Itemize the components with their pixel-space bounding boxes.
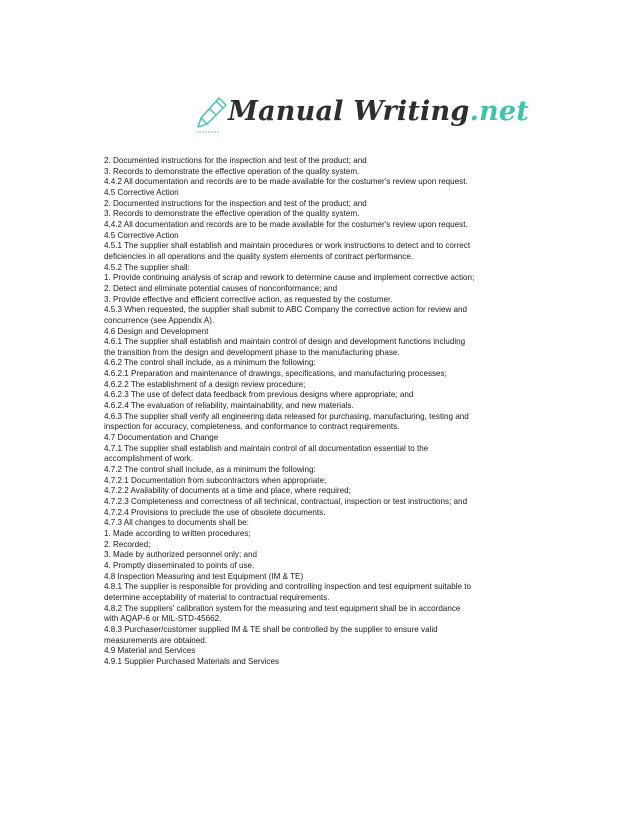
document-line: 4. Promptly disseminated to points of use.	[104, 560, 255, 570]
document-line: 4.7.2.4 Provisions to preclude the use of obsolete documents.	[104, 507, 326, 517]
document-line: 4.6.2 The control shall include, as a minimum the following:	[104, 358, 316, 368]
document-line: 3. Records to demonstrate the effective operation of the quality system.	[104, 166, 360, 176]
document-line: with AQAP-6 or MIL-STD-45662.	[104, 614, 222, 624]
document-line: 2. Detect and eliminate potential causes of nonconformance; and	[104, 283, 338, 293]
document-line: inspection for accuracy, completeness, and conformance to contract requirements.	[104, 422, 400, 432]
document-line: 4.7.1 The supplier shall establish and maintain control of all documentation essential to the	[104, 443, 429, 453]
document-line: 4.5.2 The supplier shall:	[104, 262, 190, 272]
document-line: 4.5.1 The supplier shall establish and maintain procedures or work instructions to detect and to correct	[104, 241, 471, 251]
document-line: 4.7.2 The control shall include, as a minimum the following:	[104, 465, 316, 475]
document-line: 4.4.2 All documentation and records are to be made available for the costumer's review upon request.	[104, 219, 468, 229]
document-line: 4.6.2.2 The establishment of a design review procedure;	[104, 379, 306, 389]
document-line: 4.7.2.3 Completeness and correctness of all technical, contractual, inspection or test instructions; and	[104, 497, 468, 506]
document-line: 4.7.2.2 Availability of documents at a time and place, where required;	[104, 486, 351, 496]
document-line: 4.5 Corrective Action	[104, 187, 179, 197]
logo-text-accent: .net	[469, 96, 529, 127]
document-line: concurrence (see Appendix A).	[104, 315, 215, 325]
document-line: 4.9 Material and Services	[104, 646, 196, 656]
document-body	[104, 156, 534, 668]
document-line: the transition from the design and development phase to the manufacturing phase.	[104, 347, 400, 357]
logo-text-main: Manual Writing	[228, 96, 470, 127]
document-line: 4.4.2 All documentation and records are to be made available for the costumer's review upon request.	[104, 177, 468, 187]
document-line: 4.6.2.3 The use of defect data feedback from previous designs where appropriate; and	[104, 390, 414, 400]
document-line: 4.9.1 Supplier Purchased Materials and Services	[104, 656, 280, 666]
document-line: 4.6.3 The supplier shall verify all engineering data released for purchasing, manufacturing, testing and	[104, 411, 469, 421]
document-line: 4.6 Design and Development	[104, 326, 209, 336]
document-line: 4.7 Documentation and Change	[104, 433, 219, 443]
document-line: measurements are obtained.	[104, 635, 208, 645]
document-line: 2. Documented instructions for the inspection and test of the product; and	[104, 156, 367, 165]
document-line: 4.8.1 The supplier is responsible for providing and controlling inspection and test equipment suitable to	[104, 582, 471, 592]
document-line: 4.7.2.1 Documentation from subcontractors when appropriate;	[104, 475, 327, 485]
document-line: 4.5.3 When requested, the supplier shall submit to ABC Company the corrective action for review and	[104, 305, 468, 315]
document-line: 2. Recorded;	[104, 539, 151, 549]
site-logo	[0, 92, 638, 144]
document-line: 4.6.2.4 The evaluation of reliability, maintainability, and new materials.	[104, 401, 354, 411]
logo-wordmark	[228, 96, 529, 127]
document-line: 4.6.1 The supplier shall establish and maintain control of design and development functions including	[104, 337, 466, 347]
document-line: 4.7.3 All changes to documents shall be:	[104, 518, 249, 528]
document-line: determine acceptability of material to contractual requirements.	[104, 592, 330, 602]
document-line: deficiencies in all operations and the quality system elements of contract performance.	[104, 251, 414, 261]
document-line: 2. Documented instructions for the inspection and test of the product; and	[104, 198, 367, 208]
document-line: 3. Made by authorized personnel only; and	[104, 550, 257, 560]
document-line: 4.8.3 Purchaser/customer supplied IM & TE shall be controlled by the supplier to ensure valid	[104, 624, 438, 634]
document-line: 3. Records to demonstrate the effective operation of the quality system.	[104, 209, 360, 219]
document-line: accomplishment of work.	[104, 454, 194, 464]
document-line: 4.6.2.1 Preparation and maintenance of drawings, specifications, and manufacturing processes;	[104, 369, 447, 379]
document-line: 4.8.2 The suppliers' calibration system for the measuring and test equipment shall be in accordance	[104, 603, 461, 613]
document-line: 1. Made according to written procedures;	[104, 528, 251, 538]
document-line: 4.8 Inspection Measuring and test Equipment (IM & TE)	[104, 571, 304, 581]
document-line: 4.5 Corrective Action	[104, 230, 179, 240]
document-line: 3. Provide effective and efficient corrective action, as requested by the costumer.	[104, 294, 393, 304]
document-line: 1. Provide continuing analysis of scrap and rework to determine cause and implement corrective action;	[104, 273, 475, 283]
